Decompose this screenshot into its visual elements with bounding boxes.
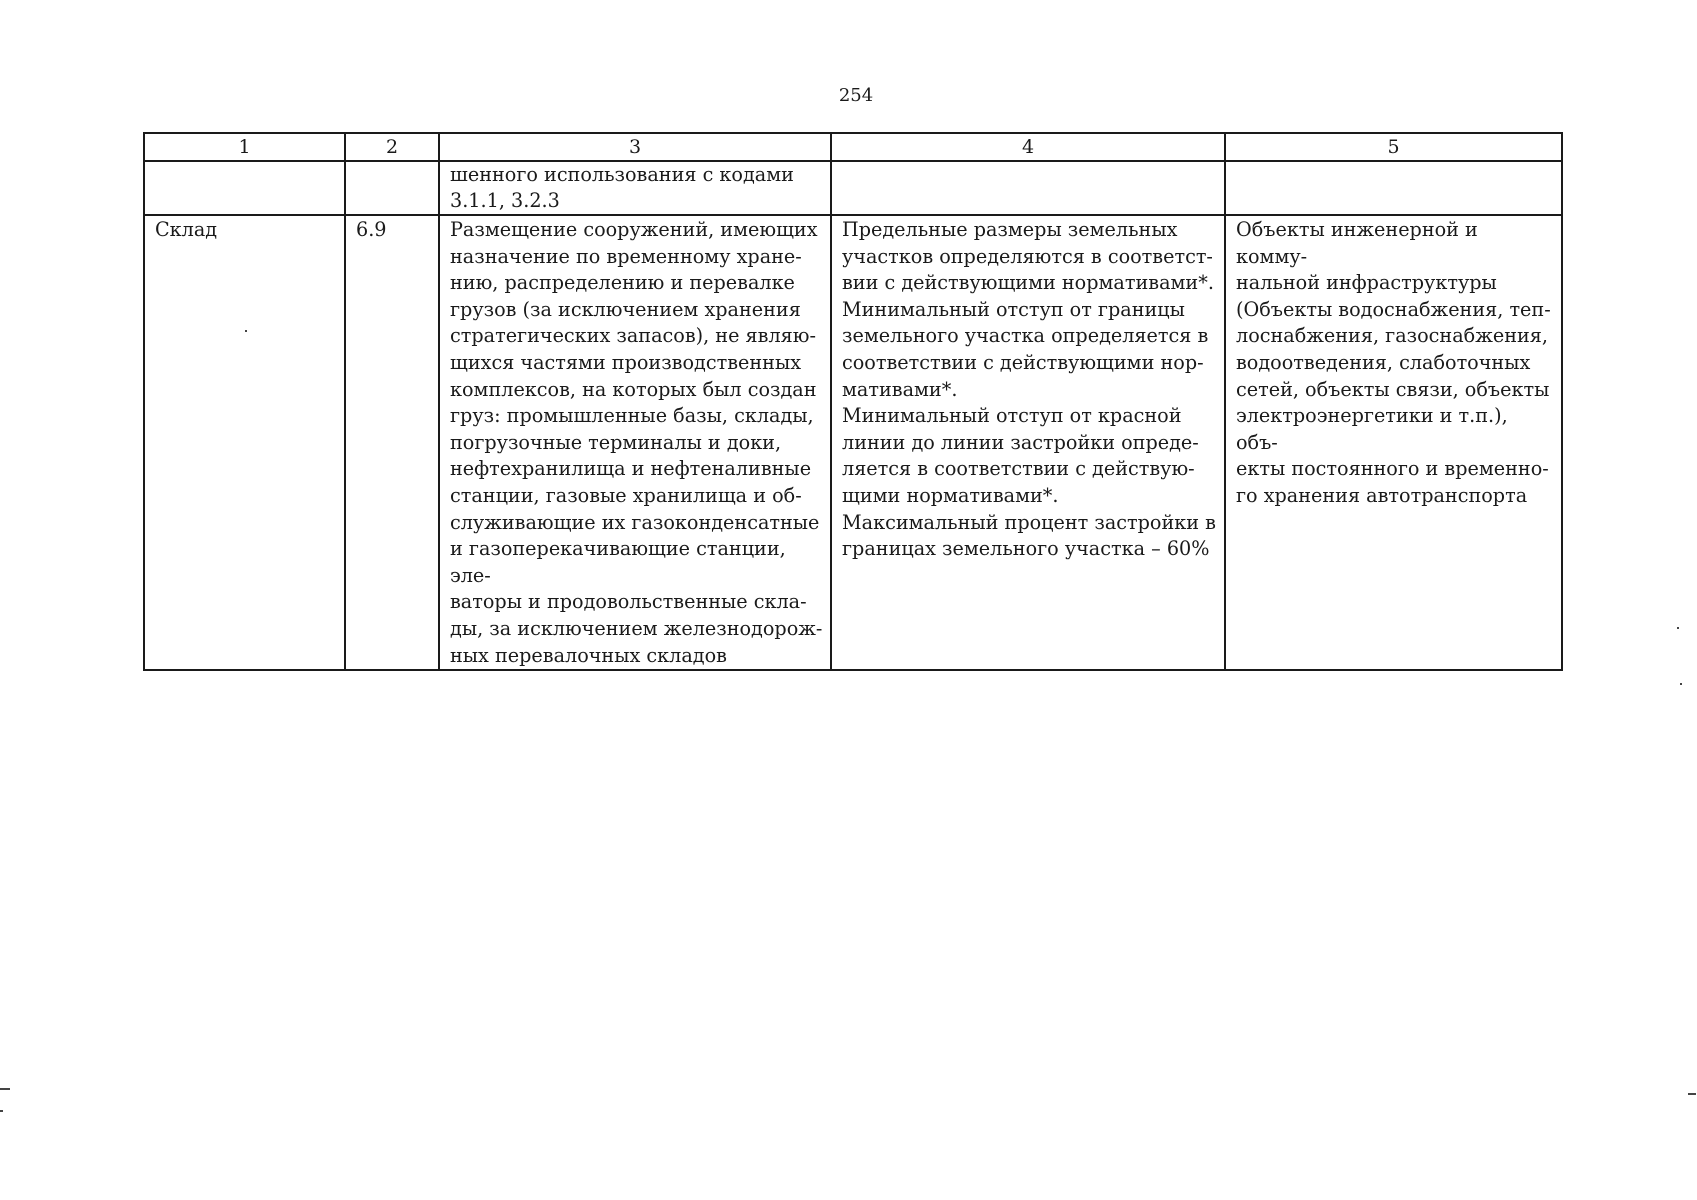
table-row: [144, 215, 1562, 670]
use-type-code: 6.9: [345, 215, 439, 670]
table-header-row: [144, 133, 1562, 161]
use-type-name: Склад: [144, 215, 345, 670]
land-use-table: [143, 132, 1563, 671]
continuation-cell-auxiliary: [1225, 161, 1562, 215]
column-number-1: 1: [144, 133, 345, 161]
column-number-3: 3: [439, 133, 831, 161]
column-number-5: 5: [1225, 133, 1562, 161]
use-type-limits: Предельные размеры земельных участков определяются в соответст- вии с действующими нормативами*. Минимальный отступ от границы земельного участка определяется в соответствии с действующими нор- мативами*. Минимальный отступ от красной линии до линии застройки опреде- ляется в соответствии с действую- щими нормативами*. Максимальный процент застройки в границах земельного участка – 60%: [831, 215, 1225, 670]
continuation-row: [144, 161, 1562, 215]
use-type-auxiliary: Объекты инженерной и комму- нальной инфраструктуры (Объекты водоснабжения, теп- лоснабжения, газоснабжения, водоотведения, слаботочных сетей, объекты связи, объекты электроэнергетики и т.п.), объ- екты постоянного и временно- го хранения автотранспорта: [1225, 215, 1562, 670]
column-number-4: 4: [831, 133, 1225, 161]
scan-edge-mark: [0, 1110, 3, 1112]
scan-edge-mark: [1688, 1093, 1696, 1095]
continuation-cell-code: [345, 161, 439, 215]
page-number: 254: [838, 85, 874, 106]
use-type-description: Размещение сооружений, имеющих назначение по временному хране- нию, распределению и перевалке грузов (за исключением хранения стратегических запасов), не являю- щихся частями производственных комплексов, на которых был создан груз: промышленные базы, склады, погрузочные терминалы и доки, нефтехранилища и нефтеналивные станции, газовые хранилища и об- служивающие их газоконденсатные и газоперекачивающие станции, эле- ваторы и продовольственные скла- ды, за исключением железнодорож- ных перевалочных складов: [439, 215, 831, 670]
continuation-cell-limits: [831, 161, 1225, 215]
scan-speck: [1680, 683, 1682, 685]
scan-speck: [1677, 627, 1679, 629]
continuation-cell-name: [144, 161, 345, 215]
continuation-cell-description: шенного использования с кодами 3.1.1, 3.2.3: [439, 161, 831, 215]
scan-speck: [245, 330, 247, 332]
column-number-2: 2: [345, 133, 439, 161]
scan-edge-mark: [0, 1088, 10, 1090]
